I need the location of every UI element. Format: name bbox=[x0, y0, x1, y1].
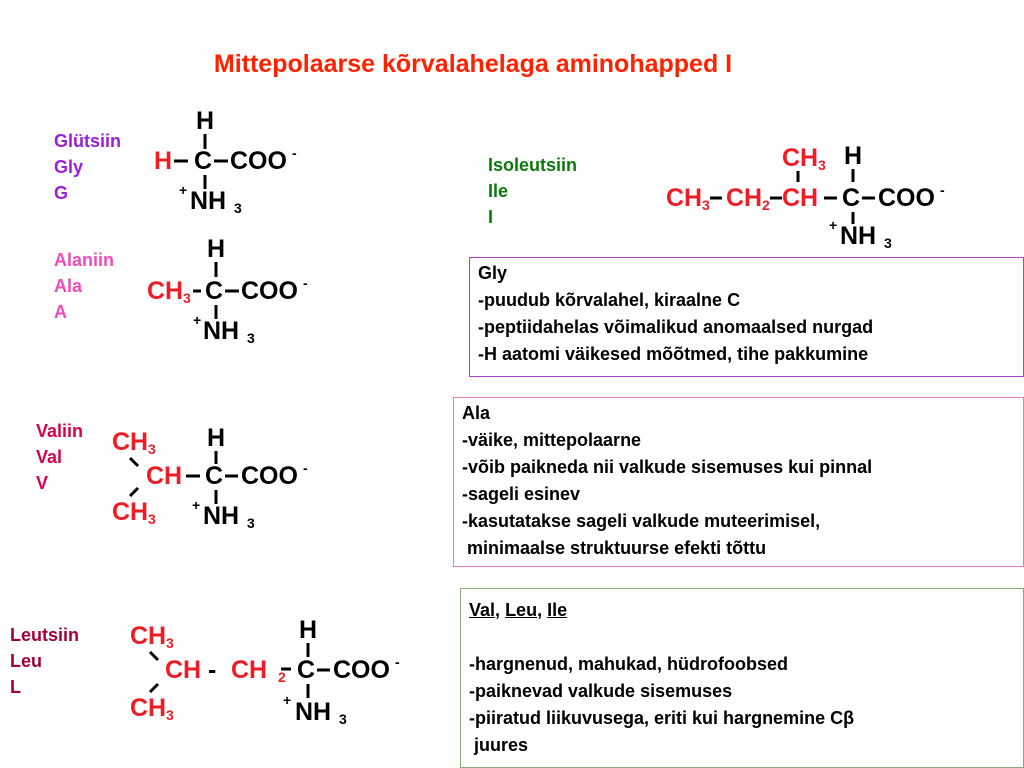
isoleucine-abbr3: Ile bbox=[488, 181, 509, 201]
amino-group: NH bbox=[295, 698, 332, 726]
heading-comma: , bbox=[495, 600, 501, 620]
amino-subscript: 3 bbox=[884, 235, 892, 251]
alpha-hydrogen: H bbox=[844, 142, 863, 170]
methyl-group-upper: CH bbox=[130, 622, 167, 650]
alpha-carbon: C bbox=[194, 147, 213, 175]
branched-note-line: -paiknevad valkude sisemuses bbox=[469, 681, 733, 701]
leucine-abbr3: Leu bbox=[10, 651, 43, 671]
leucine-label bbox=[10, 622, 79, 700]
carboxylate-charge: - bbox=[940, 182, 945, 198]
ala-note-line: -sageli esinev bbox=[462, 484, 581, 504]
valine-label bbox=[36, 418, 83, 496]
alanine-abbr1: A bbox=[54, 302, 67, 322]
alpha-carbon: C bbox=[842, 184, 861, 212]
ala-note-line: minimaalse struktuurse efekti tõttu bbox=[462, 538, 767, 558]
carboxylate-group: COO bbox=[878, 184, 935, 212]
methyl-subscript-lower: 3 bbox=[166, 707, 174, 723]
gly-note-line: -peptiidahelas võimalikud anomaalsed nurgad bbox=[478, 317, 874, 337]
isoleucine-abbr1: I bbox=[488, 207, 494, 227]
gly-note-box bbox=[469, 257, 1024, 377]
branched-note-box bbox=[460, 588, 1024, 768]
valine-name: Valiin bbox=[36, 421, 84, 441]
sidechain-hydrogen: H bbox=[154, 147, 173, 175]
heading-ile: Ile bbox=[547, 600, 568, 620]
branched-note-line: -piiratud liikuvusega, eriti kui hargnemine Cβ bbox=[469, 708, 855, 728]
alanine-name: Alaniin bbox=[54, 250, 115, 270]
carboxylate-charge: - bbox=[395, 654, 400, 670]
isoleucine-name: Isoleutsiin bbox=[488, 155, 578, 175]
branched-note-line: -hargnenud, mahukad, hüdrofoobsed bbox=[469, 654, 788, 674]
methylene-group: CH bbox=[231, 656, 268, 684]
heading-val: Val bbox=[469, 600, 496, 620]
ala-note-line: -väike, mittepolaarne bbox=[462, 430, 642, 450]
amino-group: NH bbox=[203, 502, 240, 530]
ala-note-line: -võib paikneda nii valkude sisemuses kui pinnal bbox=[462, 457, 873, 477]
amino-subscript: 3 bbox=[234, 200, 242, 216]
branched-note-heading bbox=[469, 597, 1015, 624]
leucine-name: Leutsiin bbox=[10, 625, 80, 645]
alanine-structure bbox=[145, 233, 335, 346]
branched-note-line: juures bbox=[469, 735, 529, 755]
valine-abbr1: V bbox=[36, 473, 49, 493]
methine-group: CH bbox=[146, 462, 183, 490]
glycine-abbr1: G bbox=[54, 183, 69, 203]
carboxylate-charge: - bbox=[292, 145, 297, 161]
heading-comma: , bbox=[537, 600, 543, 620]
leucine-abbr1: L bbox=[10, 677, 21, 697]
amino-subscript: 3 bbox=[247, 515, 255, 531]
isoleucine-structure bbox=[664, 140, 964, 250]
carboxylate-group: COO bbox=[333, 656, 390, 684]
methyl-group-lower: CH bbox=[130, 694, 167, 722]
amino-charge: + bbox=[179, 182, 188, 198]
ala-note-box bbox=[453, 397, 1024, 567]
methyl-subscript-upper: 3 bbox=[166, 635, 174, 651]
amino-group: NH bbox=[840, 222, 877, 250]
glycine-abbr3: Gly bbox=[54, 157, 84, 177]
amino-charge: + bbox=[829, 217, 838, 233]
glycine-structure bbox=[148, 105, 318, 215]
glycine-label bbox=[54, 128, 121, 206]
isoleucine-label bbox=[488, 152, 577, 230]
ala-note-heading: Ala bbox=[462, 403, 491, 423]
methyl-subscript-upper: 3 bbox=[148, 441, 156, 457]
alpha-carbon: C bbox=[205, 277, 224, 305]
methyl-group-branch: CH bbox=[782, 144, 819, 172]
methyl-subscript-terminal: 3 bbox=[702, 197, 710, 213]
valine-abbr3: Val bbox=[36, 447, 63, 467]
page-title: Mittepolaarse kõrvalahelaga aminohapped I bbox=[213, 50, 733, 78]
methylene-subscript: 2 bbox=[762, 197, 770, 213]
glycine-name: Glütsiin bbox=[54, 131, 121, 151]
methyl-subscript: 3 bbox=[183, 290, 191, 306]
methyl-group: CH bbox=[147, 277, 184, 305]
methyl-subscript-lower: 3 bbox=[148, 511, 156, 527]
gly-note-heading: Gly bbox=[478, 263, 508, 283]
alpha-hydrogen: H bbox=[196, 107, 215, 135]
amino-charge: + bbox=[283, 692, 292, 708]
methyl-group-terminal: CH bbox=[666, 184, 703, 212]
ala-note-line: -kasutatakse sageli valkude muteerimisel, bbox=[462, 511, 821, 531]
alpha-hydrogen: H bbox=[207, 424, 226, 452]
alanine-abbr3: Ala bbox=[54, 276, 83, 296]
amino-group: NH bbox=[190, 187, 227, 215]
amino-group: NH bbox=[203, 317, 240, 345]
valine-structure bbox=[110, 420, 330, 540]
alanine-label bbox=[54, 247, 114, 325]
carboxylate-group: COO bbox=[230, 147, 287, 175]
methylene-subscript: 2 bbox=[278, 669, 286, 685]
amino-subscript: 3 bbox=[247, 330, 255, 346]
carboxylate-charge: - bbox=[303, 275, 308, 291]
methyl-subscript-branch: 3 bbox=[818, 157, 826, 173]
carboxylate-group: COO bbox=[241, 462, 298, 490]
gly-note-line: -puudub kõrvalahel, kiraalne C bbox=[478, 290, 741, 310]
heading-leu: Leu bbox=[505, 600, 538, 620]
alpha-hydrogen: H bbox=[299, 616, 318, 644]
methyl-group-lower: CH bbox=[112, 498, 149, 526]
carboxylate-charge: - bbox=[303, 460, 308, 476]
bond-dash: - bbox=[208, 656, 217, 684]
methyl-group-upper: CH bbox=[112, 428, 149, 456]
gly-note-line: -H aatomi väikesed mõõtmed, tihe pakkumine bbox=[478, 344, 869, 364]
alpha-hydrogen: H bbox=[207, 235, 226, 263]
amino-subscript: 3 bbox=[339, 711, 347, 727]
amino-charge: + bbox=[193, 312, 202, 328]
methine-group: CH bbox=[165, 656, 202, 684]
carboxylate-group: COO bbox=[241, 277, 298, 305]
methylene-group: CH bbox=[726, 184, 763, 212]
alpha-carbon: C bbox=[205, 462, 224, 490]
methine-group: CH bbox=[782, 184, 819, 212]
leucine-structure bbox=[128, 610, 418, 735]
alpha-carbon: C bbox=[297, 656, 316, 684]
amino-charge: + bbox=[192, 497, 201, 513]
